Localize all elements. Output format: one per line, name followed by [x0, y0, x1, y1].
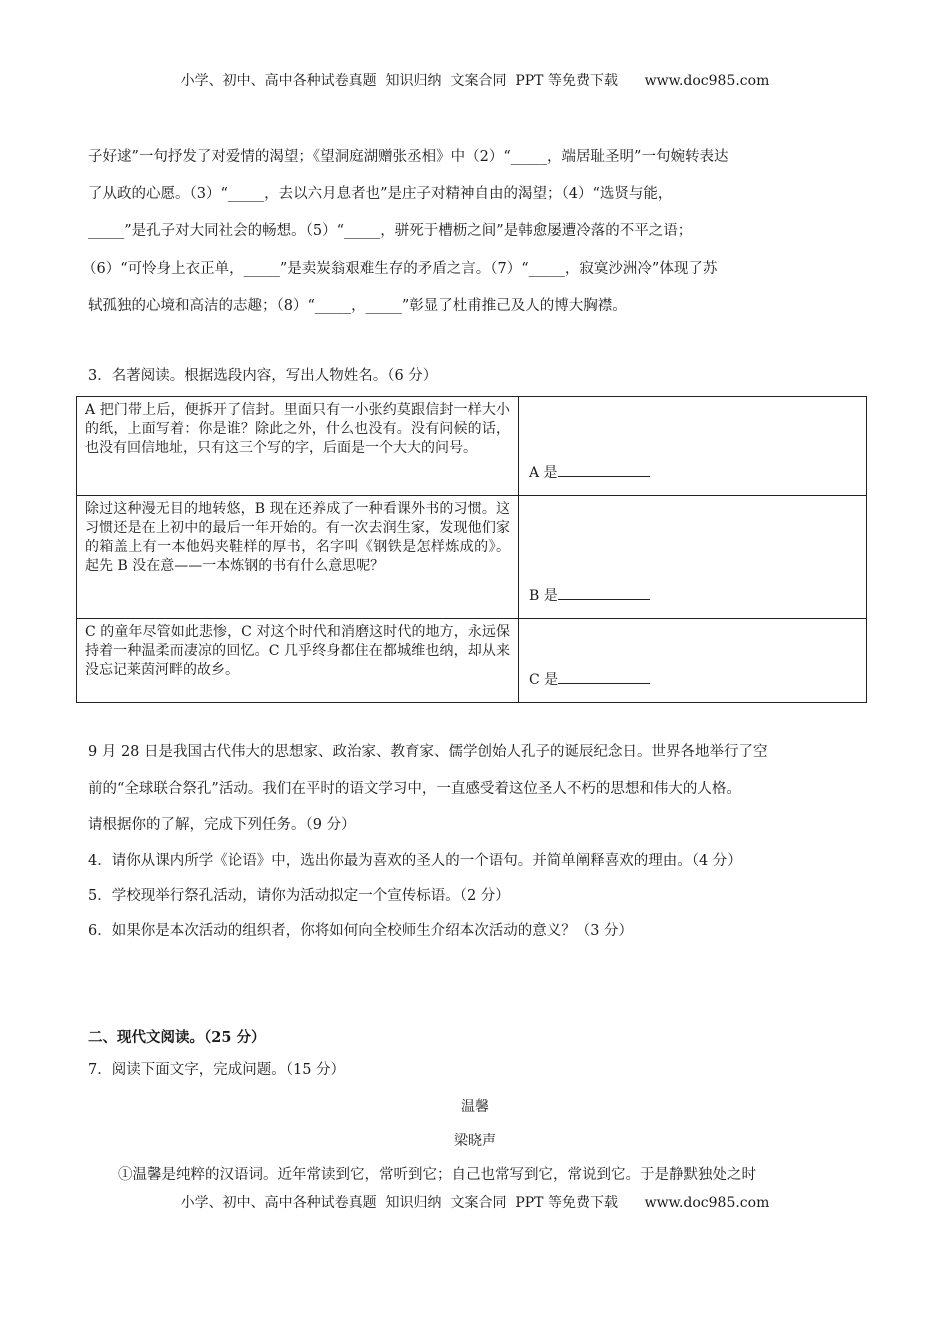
answer-label-a: A 是	[529, 465, 558, 481]
article-paragraph-1: ①温馨是纯粹的汉语词。近年常读到它，常听到它；自己也常写到它，常说到它。于是静默独处之时	[118, 1167, 756, 1183]
answer-blank-a[interactable]	[558, 462, 650, 477]
article-author: 梁晓声	[454, 1133, 496, 1149]
passage-b: 除过这种漫无目的地转悠，B 现在还养成了一种看课外书的习惯。这习惯还是在上初中的最后一年开始的。有一次去润生家，发现他们家的箱盖上有一本他妈夹鞋样的厚书，名字叫《钢铁是怎样炼成的》。起先 B 没在意——一本炼钢的书有什么意思呢？	[77, 496, 519, 619]
question-6: 6．如果你是本次活动的组织者，你将如何向全校师生介绍本次活动的意义？（3 分）	[88, 923, 634, 939]
confucius-intro-line-1: 9 月 28 日是我国古代伟大的思想家、政治家、教育家、儒学创始人孔子的诞辰纪念日。世界各地举行了空	[88, 744, 768, 760]
table-row	[77, 397, 867, 496]
intro-line-4: （6）“可怜身上衣正单，_____”是卖炭翁艰难生存的矛盾之言。（7）“_____，寂寞沙洲冷”体现了苏	[82, 261, 718, 277]
page-header: 小学、初中、高中各种试卷真题 知识归纳 文案合同 PPT 等免费下载 www.doc985.com	[180, 73, 770, 89]
answer-blank-b[interactable]	[558, 585, 650, 600]
answer-blank-c[interactable]	[558, 669, 650, 684]
table-row	[77, 619, 867, 703]
character-identification-table	[76, 396, 867, 703]
question-4: 4．请你从课内所学《论语》中，选出你最为喜欢的圣人的一个语句。并简单阐释喜欢的理由。（4 分）	[88, 853, 742, 869]
article-title: 温馨	[461, 1099, 489, 1115]
intro-line-5: 轼孤独的心境和高洁的志趣；（8）“_____，_____”彰显了杜甫推己及人的博大胸襟。	[88, 298, 627, 314]
answer-cell-a	[519, 397, 867, 496]
confucius-intro-line-2: 前的“全球联合祭孔”活动。我们在平时的语文学习中，一直感受着这位圣人不朽的思想和伟大的人格。	[88, 781, 741, 797]
intro-line-2: 了从政的心愿。（3）“_____，去以六月息者也”是庄子对精神自由的渴望；（4）“选贤与能，	[88, 186, 673, 202]
question-3-title: 3．名著阅读。根据选段内容，写出人物姓名。（6 分）	[88, 368, 438, 384]
section-2-heading: 二、现代文阅读。（25 分）	[88, 1029, 266, 1046]
answer-label-c: C 是	[529, 672, 559, 688]
answer-cell-b	[519, 496, 867, 619]
confucius-intro-line-3: 请根据你的了解，完成下列任务。（9 分）	[88, 817, 356, 833]
question-5: 5．学校现举行祭孔活动，请你为活动拟定一个宣传标语。（2 分）	[88, 888, 510, 904]
intro-line-3: _____”是孔子对大同社会的畅想。（5）“_____，骈死于槽枥之间”是韩愈屡遭冷落的不平之语；	[88, 223, 693, 239]
intro-line-1: 子好逑”一句抒发了对爱情的渴望；《望洞庭湖赠张丞相》中（2）“_____，端居耻圣明”一句婉转表达	[88, 149, 729, 165]
page-footer: 小学、初中、高中各种试卷真题 知识归纳 文案合同 PPT 等免费下载 www.doc985.com	[180, 1195, 770, 1211]
passage-c: C 的童年尽管如此悲惨，C 对这个时代和消磨这时代的地方，永远保持着一种温柔而凄凉的回忆。C 几乎终身都住在都城维也纳，却从来没忘记莱茵河畔的故乡。	[77, 619, 519, 703]
passage-a: A 把门带上后，便拆开了信封。里面只有一小张约莫跟信封一样大小的纸，上面写着：你是谁？除此之外，什么也没有。没有问候的话，也没有回信地址，只有这三个写的字，后面是一个大大的问号。	[77, 397, 519, 496]
table-row	[77, 496, 867, 619]
answer-label-b: B 是	[529, 588, 558, 604]
question-7: 7．阅读下面文字，完成问题。（15 分）	[88, 1062, 346, 1078]
answer-cell-c	[519, 619, 867, 703]
